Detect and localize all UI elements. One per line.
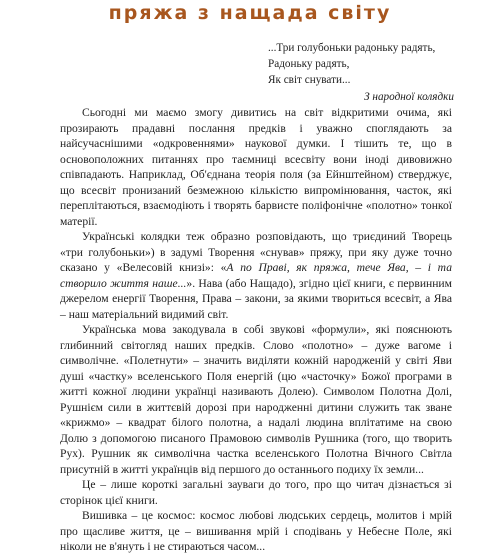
body-text — [60, 105, 452, 555]
paragraph — [60, 105, 452, 229]
paragraph-text: Це – лише короткі загальні зауваги до того, про що читач дізнається зі сторінок цієї книги. — [60, 478, 452, 507]
paragraph — [60, 508, 452, 555]
paragraph-text: Українські колядки теж образно розповідають, що триєдиний Творець «три голубоньки») в задумі Творення «снував» пряжу, при яку дуже точно сказано у «Велесовій книзі»: « — [60, 230, 452, 274]
epigraph-line: ...Три голубоньки радоньку радять, — [268, 42, 436, 54]
epigraph-line: Радоньку радять, — [268, 58, 350, 70]
paragraph-text: Сьогодні ми маємо змогу дивитись на світ відкритими очима, які прозирають прадавні послання предків і уважно споглядають за найсучаснішими «одкровеннями» наукової думки. І тішить те, що в основоположних питаннях про таємниці всесвіту вони іноді дивовижно співпадають. Наприклад, Об'єднана теорія поля (за Ейнштейном) стверджує, що всесвіт пронизаний безмежною кількістю випромінювання, часток, які переплітаються, взаємодіють і творять барвисте поліфонічне «полотно» тонкої матерії. — [60, 106, 452, 228]
paragraph — [60, 477, 452, 508]
paragraph — [60, 322, 452, 477]
epigraph — [268, 40, 488, 105]
page-heading: пряжа з нащада світу — [108, 2, 392, 24]
epigraph-source: З народної колядки — [364, 91, 454, 103]
epigraph-line: Як світ снувати... — [268, 74, 351, 86]
paragraph-text: ». Нава (або Нащадо), згідно цієї книги, є первинним джерелом енергії Творення, Права – закони, за якими твориться всесвіт, а Ява – наш матеріальний видимий світ. — [60, 276, 452, 321]
paragraph-text: Вишивка – це космос: космос любові людських сердець, молитов і мрій про щасливе життя, це – вишивання мрій і сподівань у Небесне Поле, які ніколи не в'януть і не стираються часом... — [60, 509, 452, 553]
paragraph — [60, 229, 452, 322]
paragraph-text: Українська мова закодувала в собі звукові «формули», які пояснюють глибинний світогляд наших предків. Слово «полотно» – дуже вагоме і символічне. «Полетнути» – значить виділяти кожній народженій у світі Яви душі «частку» вселенського Поля енергій (цю «часточку» Божої програми в житті кожної людини українці називають Долею). Символом Полотна Долі, Рушнієм сили в життєвій дорозі при народженні дитини служить так зване «крижмо» – квадрат білого полотна, а надалі людина вплітатиме на свою Долю з допомогою писаного Прамовою символів Рушника (того, що творить Рух). Рушник як символічна частка вселенського Полотна Вічного Світла присутній в житті українців від першого до останнього подиху їх земли... — [60, 323, 452, 476]
paragraph-quote: А по Праві, як пряжа, тече Ява, – і та створило життя наше... — [60, 261, 452, 290]
